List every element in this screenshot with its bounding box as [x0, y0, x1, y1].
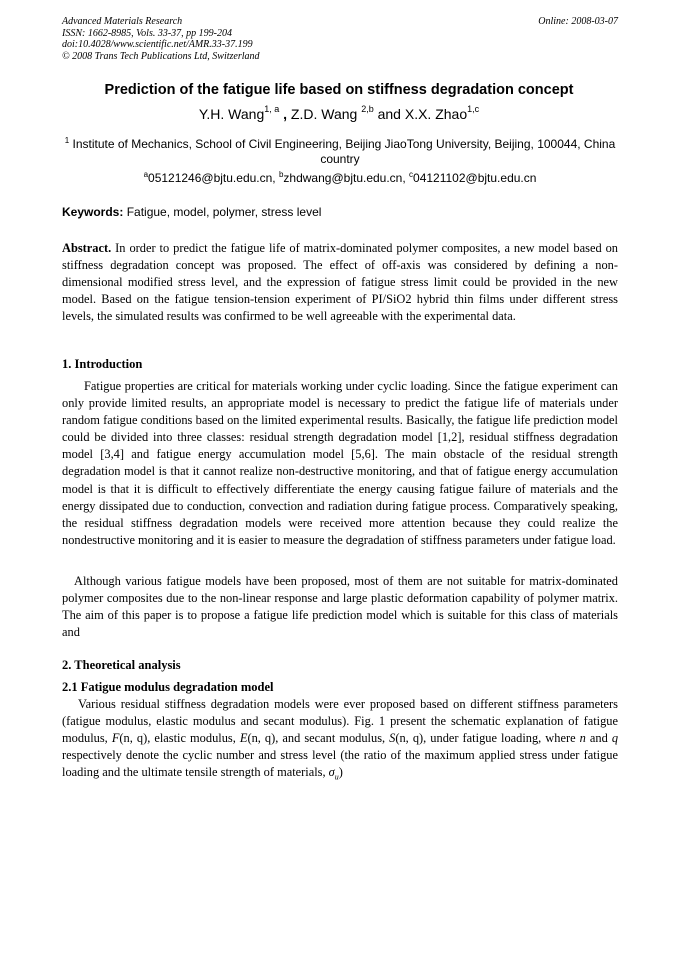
abstract — [62, 240, 618, 325]
journal-name: Advanced Materials Research — [62, 16, 183, 27]
affiliation — [62, 133, 618, 167]
keywords-text: Fatigue, model, polymer, stress level — [123, 205, 322, 219]
paragraph-text: Various residual stiffness degradation models were ever proposed based on different stiffness parameters (fatigue modulus, elastic modulus and secant modulus). Fig. 1 present the schematic explanation of fatigue modulus, — [62, 697, 618, 746]
author-name: Y.H. Wang — [198, 106, 265, 122]
paragraph-text: , and secant modulus, — [275, 731, 390, 746]
issn-line: ISSN: 1662-8985, Vols. 33-37, pp 199-204 — [62, 27, 232, 39]
math-symbol: σ — [328, 765, 335, 780]
paragraph-text: , elastic modulus, — [147, 731, 240, 746]
math-args: (n, q) — [119, 731, 148, 746]
email-list — [62, 170, 618, 185]
email-link[interactable]: zhdwang@bjtu.edu.cn, — [283, 171, 410, 185]
email-superscript: b — [278, 170, 284, 179]
journal-header — [62, 16, 618, 62]
email-link[interactable]: 04121102@bjtu.edu.cn — [413, 171, 537, 185]
paragraph: Although various fatigue models have been proposed, most of them are not suitable for matrix-dominated polymer composites due to the non-linear response and large plastic deformation capability of polymer matrix. The aim of this paper is to propose a fatigue life prediction model which is suitable for this class of materials and — [62, 574, 618, 640]
author-list — [40, 104, 638, 122]
email-superscript: c — [409, 170, 414, 179]
author-superscript: 1,c — [467, 104, 480, 114]
author-name: Z.D. Wang — [287, 106, 362, 122]
email-link[interactable]: 05121246@bjtu.edu.cn, — [148, 171, 279, 185]
section-heading: 1. Introduction — [62, 357, 143, 371]
paragraph-text: and — [585, 731, 612, 746]
doi-line: doi:10.4028/www.scientific.net/AMR.33-37.199 — [62, 39, 253, 50]
math-symbol: q — [611, 731, 619, 746]
author-superscript: 1, a — [264, 104, 280, 114]
affiliation-superscript: 1 — [64, 136, 70, 145]
math-symbol: S — [389, 731, 396, 746]
email-superscript: a — [143, 170, 149, 179]
author-separator: and — [373, 106, 401, 122]
paragraph-text: ) — [338, 765, 343, 780]
math-args: (n, q) — [247, 731, 276, 746]
author-name: X.X. Zhao — [400, 106, 468, 122]
paragraph-text: respectively denote the cyclic number and stress level (the ratio of the maximum applied stress under fatigue loading and the ultimate tensile strength of materials, — [62, 748, 618, 780]
keywords — [62, 205, 618, 219]
author-separator: , — [279, 106, 288, 122]
paragraph-text: , under fatigue loading, where — [423, 731, 580, 746]
paragraph — [62, 696, 618, 786]
abstract-text: In order to predict the fatigue life of matrix-dominated polymer composites, a new model based on stiffness degradation concept was proposed. The effect of off-axis was considered by defining a non-dimensional modified stress level, and the expression of fatigue stress limit could be provided in the new model. Based on the fatigue tension-tension experiment of PI/SiO2 hybrid thin films under different stress levels, the simulated results was confirmed to be well agreeable with the experimental data. — [62, 241, 618, 324]
abstract-label: Abstract. — [62, 241, 112, 255]
math-symbol: F — [111, 731, 120, 746]
math-symbol: n — [579, 731, 586, 746]
math-args: (n, q) — [395, 731, 424, 746]
affiliation-text: Institute of Mechanics, School of Civil Engineering, Beijing JiaoTong University, Beijing, 100044, China country — [69, 137, 616, 166]
subsection-heading: 2.1 Fatigue modulus degradation model — [62, 680, 274, 694]
math-symbol: E — [239, 731, 248, 746]
author-superscript: 2,b — [361, 104, 374, 114]
paragraph: Fatigue properties are critical for materials working under cyclic loading. Since the fatigue experiment can only provide limited results, an appropriate model is necessary to predict the fatigue life of materials under random fatigue conditions based on the limited experimental results. Basically, the fatigue life prediction model could be divided into three classes: residual strength degradation model [1,2], residual stiffness degradation model [3,4] and fatigue energy accumulation model [5,6]. The main obstacle of the residual strength degradation model is that it cannot realize non-destructive monitoring, and that of fatigue energy accumulation model is that it is difficult to effectively differentiate the energy causing fatigue failure of materials and the energy dissipated due to conduction, convection and radiation during fatigue process. Comparatively speaking, the residual stiffness degradation models were received more attention because they could realize the nondestructive monitoring and it is easier to measure the degradation of stiffness parameters under fatigue load. — [62, 379, 618, 547]
paper-title: Prediction of the fatigue life based on stiffness degradation concept — [104, 82, 574, 98]
copyright-line: © 2008 Trans Tech Publications Ltd, Switzerland — [62, 50, 260, 62]
keywords-label: Keywords: — [62, 205, 124, 219]
online-date: Online: 2008-03-07 — [538, 16, 618, 27]
math-subscript: u — [334, 772, 339, 782]
section-heading: 2. Theoretical analysis — [62, 658, 181, 672]
